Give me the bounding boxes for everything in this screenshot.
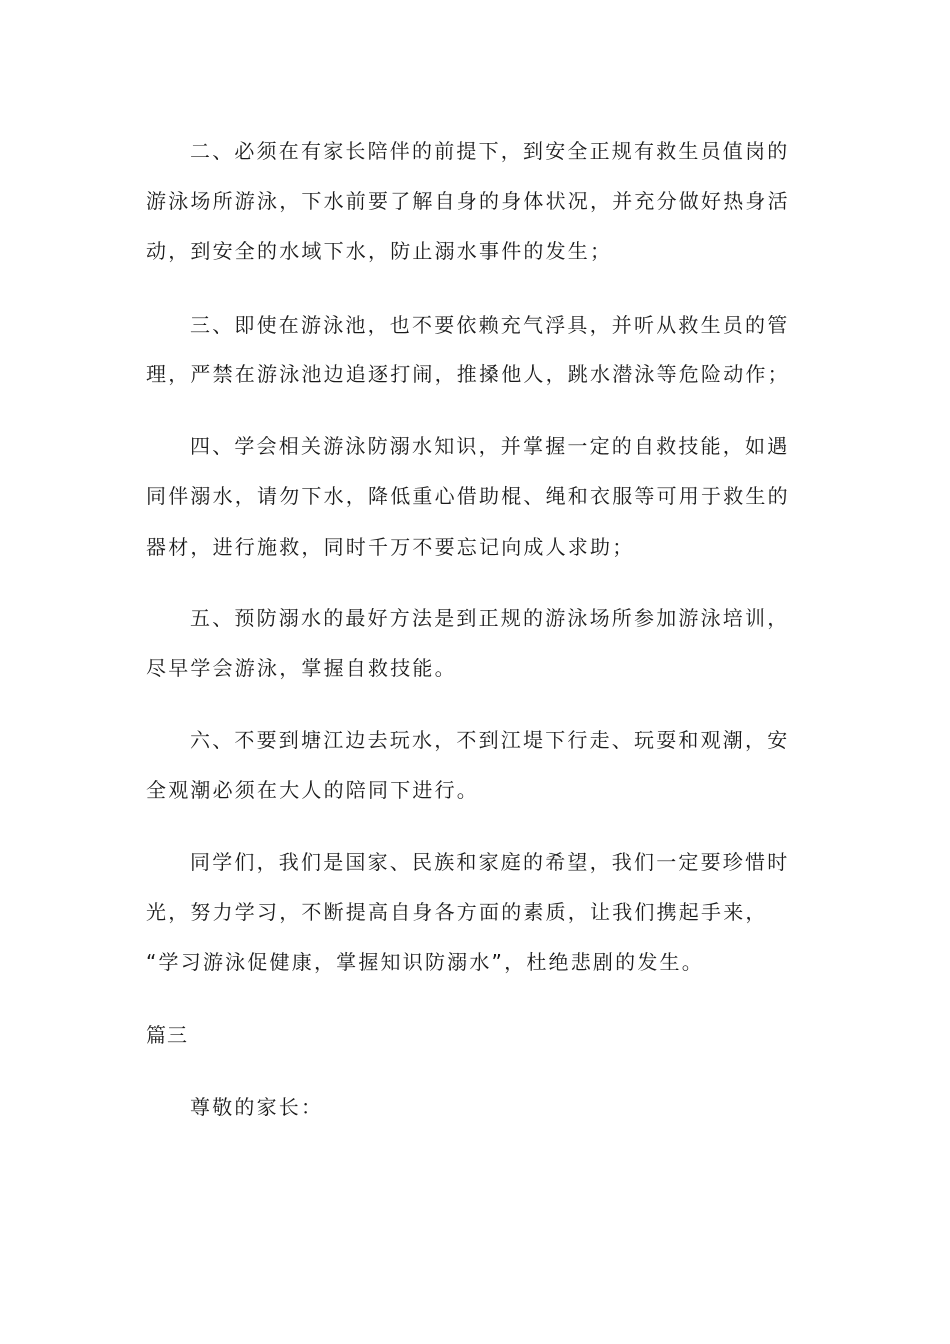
paragraph-3-line-1: 三、即使在游泳池，也不要依赖充气浮具，并听从救生员的管: [190, 313, 790, 337]
closing-paragraph-line-2: 光，努力学习，不断提高自身各方面的素质，让我们携起手来，: [146, 900, 768, 924]
paragraph-2-line-2: 游泳场所游泳，下水前要了解自身的身体状况，并充分做好热身活: [146, 189, 790, 213]
paragraph-5-line-2: 尽早学会游泳，掌握自救技能。: [146, 656, 457, 680]
paragraph-4-line-2: 同伴溺水，请勿下水，降低重心借助棍、绳和衣服等可用于救生的: [146, 484, 790, 508]
closing-paragraph-line-3: “学习游泳促健康，掌握知识防溺水”，杜绝悲剧的发生。: [146, 950, 704, 974]
paragraph-5-line-1: 五、预防溺水的最好方法是到正规的游泳场所参加游泳培训，: [190, 606, 790, 630]
paragraph-2-line-3: 动，到安全的水域下水，防止溺水事件的发生；: [146, 239, 613, 263]
paragraph-6-line-1: 六、不要到塘江边去玩水，不到江堤下行走、玩耍和观潮，安: [190, 728, 790, 752]
paragraph-4-line-1: 四、学会相关游泳防溺水知识，并掌握一定的自救技能，如遇: [190, 434, 790, 458]
salutation: 尊敬的家长：: [190, 1095, 324, 1119]
closing-paragraph-line-1: 同学们，我们是国家、民族和家庭的希望，我们一定要珍惜时: [190, 850, 790, 874]
paragraph-2-line-1: 二、必须在有家长陪伴的前提下，到安全正规有救生员值岗的: [190, 139, 790, 163]
paragraph-6-line-2: 全观潮必须在大人的陪同下进行。: [146, 778, 479, 802]
section-heading: 篇三: [146, 1023, 188, 1047]
paragraph-3-line-2: 理，严禁在游泳池边追逐打闹，推搡他人，跳水潜泳等危险动作；: [146, 362, 790, 386]
paragraph-4-line-3: 器材，进行施救，同时千万不要忘记向成人求助；: [146, 535, 635, 559]
